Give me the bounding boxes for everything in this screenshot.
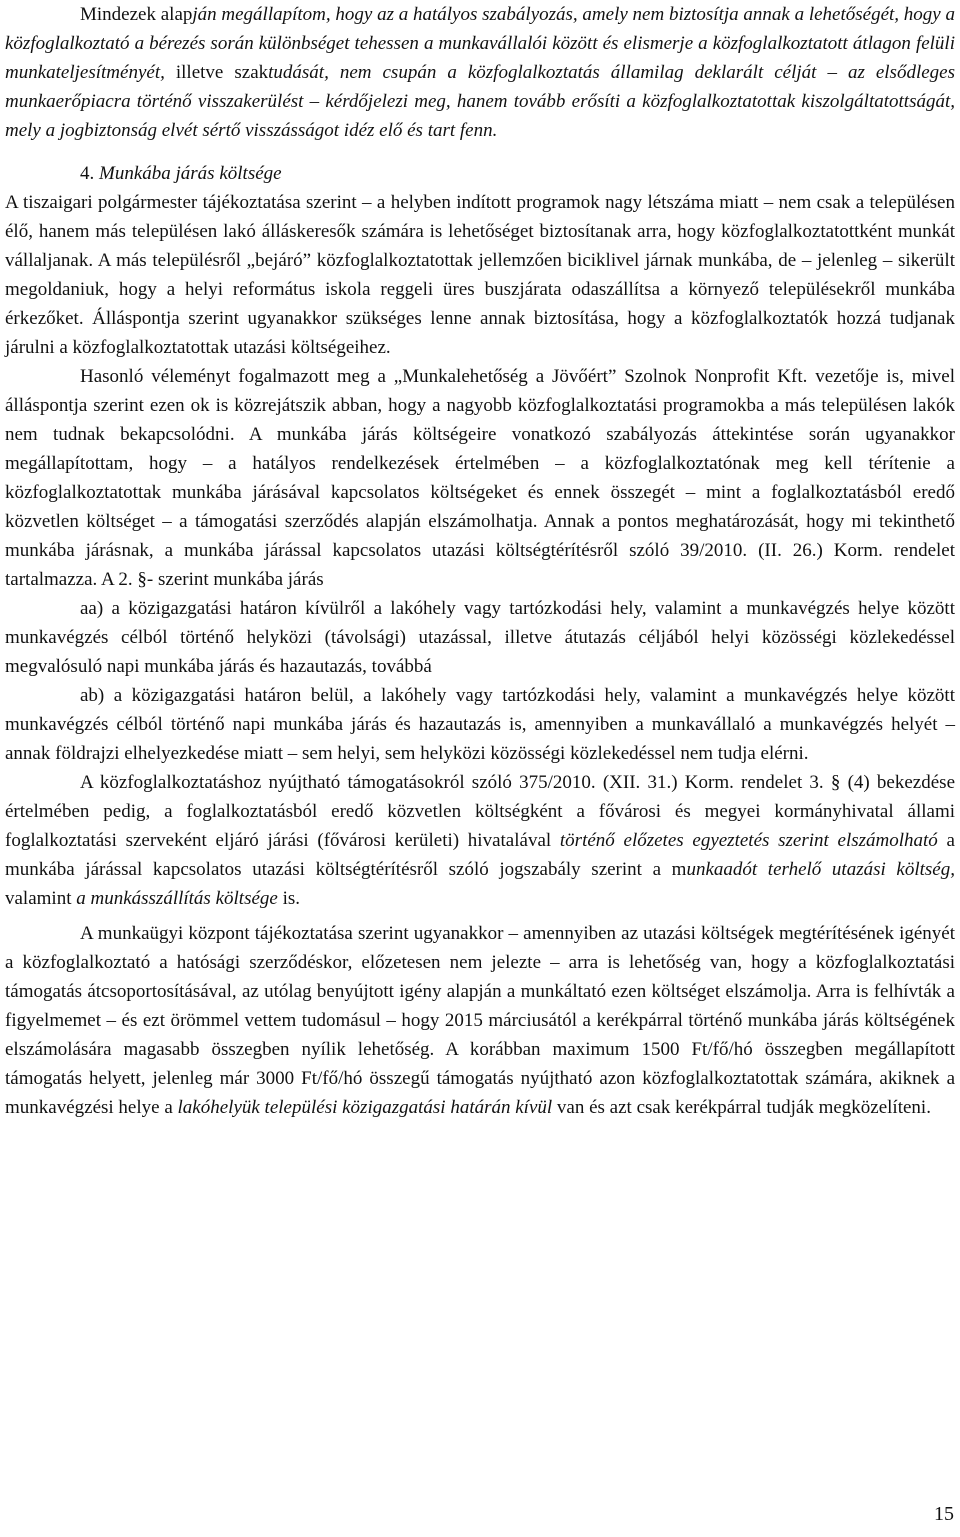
italic-run: a munkásszállítás költsége [76, 888, 278, 909]
text-run: a munkába járással kapcsolatos utazási költségtérítésről szóló jogszabály szerint a m [5, 830, 955, 880]
paragraph-point-aa: aa) a közigazgatási határon kívülről a lakóhely vagy tartózkodási hely, valamint a munkavégzés helye között munkavégzés célból történő helyközi (távolsági) utazással, illetve átutazás céljából helyi közösségi közlekedéssel megvalósuló napi munkába járás és hazautazás, továbbá [5, 598, 955, 677]
paragraph-point-ab: ab) a közigazgatási határon belül, a lakóhely vagy tartózkodási hely, valamint a munkavégzés helye között munkavégzés célból történő napi munkába járás és hazautazás is, amennyiben a munkavállaló a munkavégzés helyét – annak földrajzi elhelyezkedése miatt – sem helyi, sem helyközi közösségi közlekedéssel nem tudja elérni. [5, 685, 955, 764]
italic-run: unkaadót terhelő utazási költség, [686, 859, 955, 880]
paragraph-mayor-info: A tiszaigari polgármester tájékoztatása szerint – a helyben indított programok nagy létszáma miatt – nem csak a településen élő, hanem más településen lakó álláskeresők számára is lehetőséget biztosítanak arra, hogy közfoglalkoztatottként munkát vállaljanak. A más településről „bejáró” közfoglalkoztatottak jellemzően biciklivel járnak munkába, de – jelenleg – sikerült megoldaniuk, hogy a helyi református iskola reggeli üres buszjárata odaszállítsa a környező településekről munkába érkezőket. Álláspontja szerint ugyanakkor szükséges lenne annak biztosítása, hogy a közfoglalkoztatók hozzá tudjanak járulni a közfoglalkoztatottak utazási költségeihez. [5, 192, 955, 358]
paragraph-decree-375 [5, 768, 955, 913]
paragraph-labour-centre [5, 919, 955, 1122]
italic-run: tudását, nem csupán a közfoglalkoztatás államilag deklarált célját – az elsődleges munkaerőpiacra történő visszakerülést – kérdőjelezi meg, hanem tovább erősíti a közfoglalkoztatottak kiszolgáltatottságát, mely a jogbiztonság elvét sértő visszásságot idéz elő és tart fenn. [5, 62, 955, 141]
text-run: illetve szak [175, 62, 269, 83]
section-number: 4. [80, 163, 99, 184]
text-run: is. [277, 888, 301, 909]
text-run: A közfoglalkoztatáshoz nyújtható támogatásokról szóló 375/2010. (XII. 31.) Korm. rendelet 3. § (4) bekezdése értelmében pedig, a foglalkoztatásból eredő közvetlen költségként a fővárosi és megyei kormányhivatal állami foglalkoztatási szerveként eljáró járási (fővárosi kerületi) hivatalával [5, 772, 955, 851]
text-run: van és azt csak kerékpárral tudják megközelíteni. [552, 1097, 931, 1118]
page-number: 15 [934, 1503, 954, 1525]
italic-run: lakóhelyük települési közigazgatási határán kívül [177, 1097, 553, 1118]
text-run: Mindezek alap [80, 4, 193, 25]
document-page [5, 0, 955, 1122]
italic-run: történő előzetes egyeztetés szerint elszámolható [559, 830, 938, 851]
paragraph-conclusion [5, 0, 955, 145]
text-run: A munkaügyi központ tájékoztatása szerint ugyanakkor – amennyiben az utazási költségek megtérítésének igényét a közfoglalkoztató a hatósági szerződéskor, előzetesen nem jelezte – arra is lehetőség van, hogy a közfoglalkoztatási támogatás átcsoportosításával, az utólag benyújtott igény alapján a munkáltató ezen költséget elszámolja. Arra is felhívták a figyelmemet – és ezt örömmel vettem tudomásul – hogy 2015 márciusától a kerékpárral történő munkába járás költségének elszámolására magasabb összegben nyílik lehetőség. A korábban maximum 1500 Ft/fő/hó összegben megállapított támogatás helyett, jelenleg már 3000 Ft/fő/hó összegű támogatás nyújtható azon közfoglalkoztatottak számára, akiknek a munkavégzési helye a [5, 923, 955, 1118]
text-run: valamint [5, 888, 77, 909]
section-title: Munkába járás költsége [99, 163, 282, 184]
italic-run: ján megállapítom, hogy az a hatályos szabályozás, amely nem biztosítja annak a lehetőségét, hogy a közfoglalkoztató a bérezés során különbséget tehessen a munkavállalói között és elismerje a közfoglalkoztatott átlagon felüli munkateljesítményét, [5, 4, 955, 83]
paragraph-nonprofit-opinion: Hasonló véleményt fogalmazott meg a „Munkalehetőség a Jövőért” Szolnok Nonprofit Kft. vezetője is, mivel álláspontja szerint ezen ok is közrejátszik abban, hogy a nagyobb közfoglalkoztatási programokba a más településen lakók nem tudnak bekapcsolódni. A munkába járás költségeire vonatkozó szabályozás áttekintése során ugyanakkor megállapítottam, hogy – a hatályos rendelkezések értelmében – a közfoglalkoztatónak meg kell térítenie a közfoglalkoztatottak munkába járásával kapcsolatos költségeket és ennek összegét – mint a foglalkoztatásból eredő közvetlen költséget – a támogatási szerződés alapján elszámolhatja. Annak a pontos meghatározását, hogy mi tekinthető munkába járásnak, a munkába járással kapcsolatos utazási költségtérítésről szóló 39/2010. (II. 26.) Korm. rendelet tartalmazza. A 2. §- szerint munkába járás [5, 366, 955, 590]
section-heading [5, 159, 955, 188]
